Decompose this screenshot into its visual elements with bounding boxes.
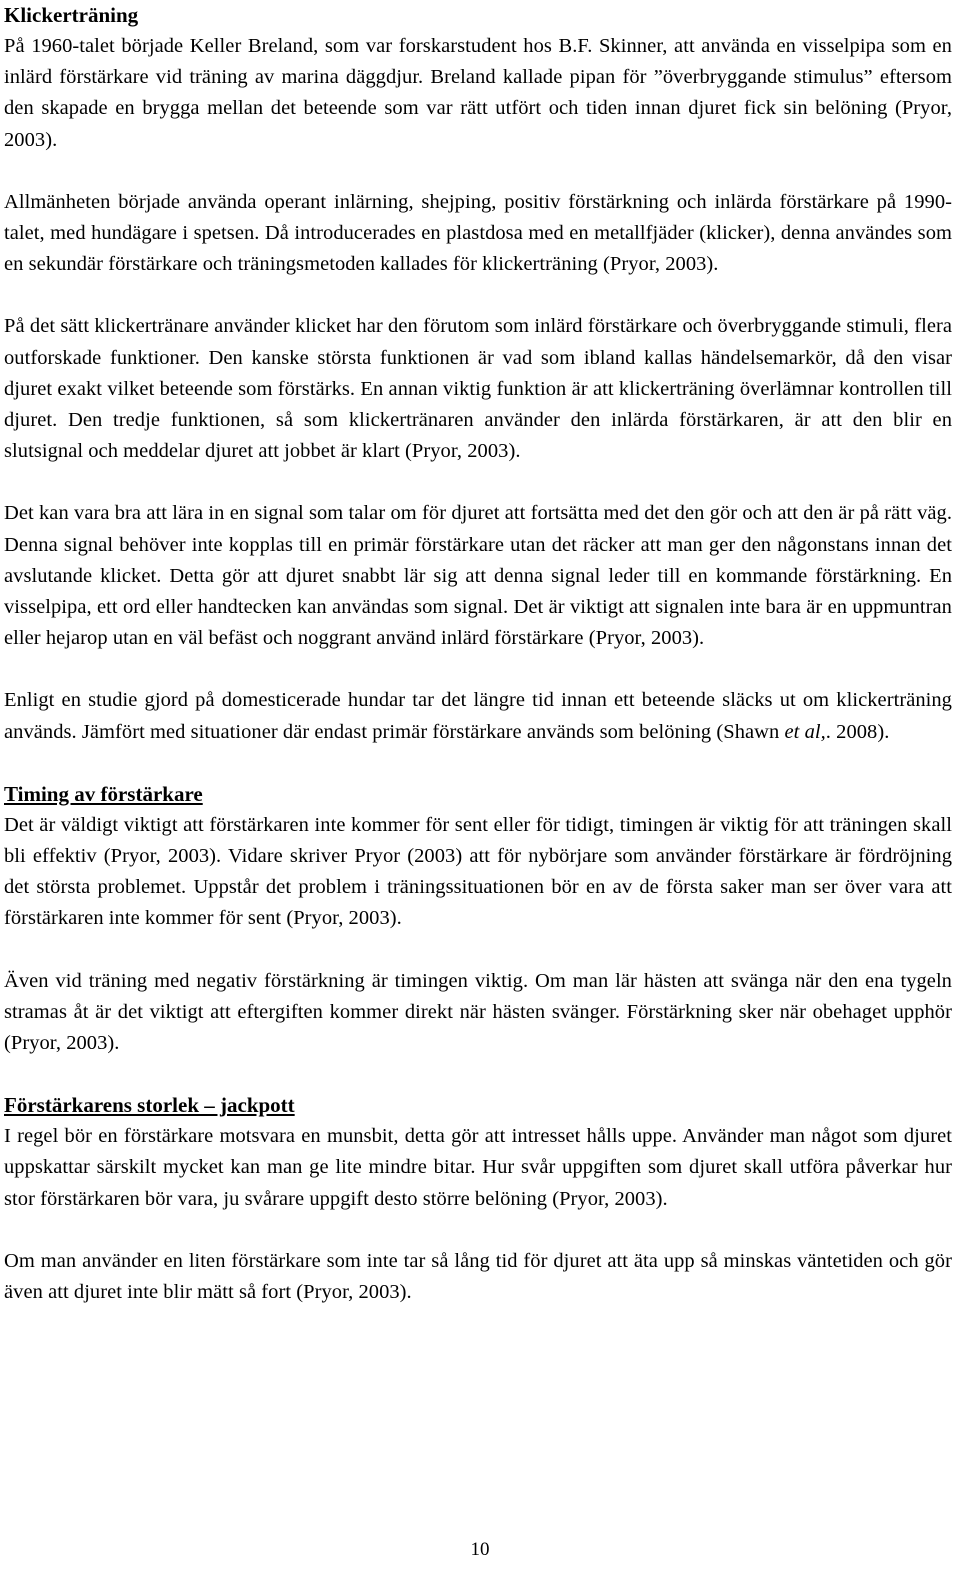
section-heading-klickertraning: Klickerträning	[4, 3, 139, 27]
paragraph-text: . 2008).	[825, 720, 890, 743]
paragraph: På 1960-talet började Keller Breland, som var forskarstudent hos B.F. Skinner, att använda en visselpipa som en inlärd förstärkare vid träning av marina däggdjur. Breland kallade pipan för ”överbryggande stimulus” eftersom den skapade en brygga mellan det beteende som var rätt utfört och tiden innan djuret fick sin belöning (Pryor, 2003).	[4, 35, 952, 151]
paragraph: Om man använder en liten förstärkare som inte tar så lång tid för djuret att äta upp så minskas väntetiden och gör även att djuret inte blir mätt så fort (Pryor, 2003).	[4, 1249, 952, 1304]
paragraph: Även vid träning med negativ förstärkning är timingen viktig. Om man lär hästen att svänga när den ena tygeln stramas åt är det viktigt att eftergiften kommer direkt när hästen svänger. Förstärkning sker när obehaget upphör (Pryor, 2003).	[4, 969, 952, 1055]
paragraph: Allmänheten började använda operant inlärning, shejping, positiv förstärkning och inlärda förstärkare på 1990-talet, med hundägare i spetsen. Då introducerades en plastdosa med en metallfjäder (klicker), denna användes som en sekundär förstärkare och träningsmetoden kallades för klickerträning (Pryor, 2003).	[4, 190, 952, 276]
page-number: 10	[470, 1539, 490, 1560]
paragraph: I regel bör en förstärkare motsvara en munsbit, detta gör att intresset hålls uppe. Använder man något som djuret uppskattar särskilt mycket kan man ge lite mindre bitar. Hur svår uppgiften som djuret skall utföra påverkar hur stor förstärkaren bör vara, ju svårare uppgift desto större belöning (Pryor, 2003).	[4, 1125, 952, 1210]
paragraph-text: Enligt en studie gjord på domesticerade hundar tar det längre tid innan ett beteende släcks ut om klickerträning används. Jämfört med situationer där endast primär förstärkare används som belöning (Shawn	[4, 689, 952, 743]
paragraph: Det är väldigt viktigt att förstärkaren inte kommer för sent eller för tidigt, timingen är viktig för att träningen skall bli effektiv (Pryor, 2003). Vidare skriver Pryor (2003) att för nybörjare som använder förstärkare är fördröjning det största problemet. Uppstår det problem i träningssituationen bör en av de första saker man ser över vara att förstärkaren inte kommer för sent (Pryor, 2003).	[4, 813, 952, 930]
paragraph-shawn	[4, 685, 952, 747]
section-heading-timing: Timing av förstärkare	[4, 781, 203, 806]
paragraph: Det kan vara bra att lära in en signal som talar om för djuret att fortsätta med det den gör och att den är på rätt väg. Denna signal behöver inte kopplas till en primär förstärkare utan det räcker att man ger den någonstans innan det avslutande klicket. Detta gör att djuret snabbt lär sig att denna signal leder till en kommande förstärkning. En visselpipa, ett ord eller handtecken kan användas som signal. Det är viktigt att signalen inte bara är en uppmuntran eller hejarop utan en väl befäst och noggrant använd inlärd förstärkare (Pryor, 2003).	[4, 502, 952, 650]
paragraph: På det sätt klickertränare använder klicket har den förutom som inlärd förstärkare och överbryggande stimuli, flera outforskade funktioner. Den kanske största funktionen är vad som ibland kallas händelsemarkör, då den visar djuret exakt vilket beteende som förstärks. En annan viktig funktion är att klickerträning överlämnar kontrollen till djuret. Den tredje funktionen, så som klickertränaren använder den inlärda förstärkaren, är att den blir en slutsignal och meddelar djuret att jobbet är klart (Pryor, 2003).	[4, 315, 952, 463]
section-heading-storlek: Förstärkarens storlek – jackpott	[4, 1093, 295, 1118]
paragraph-italic-text: et al,	[784, 720, 826, 743]
